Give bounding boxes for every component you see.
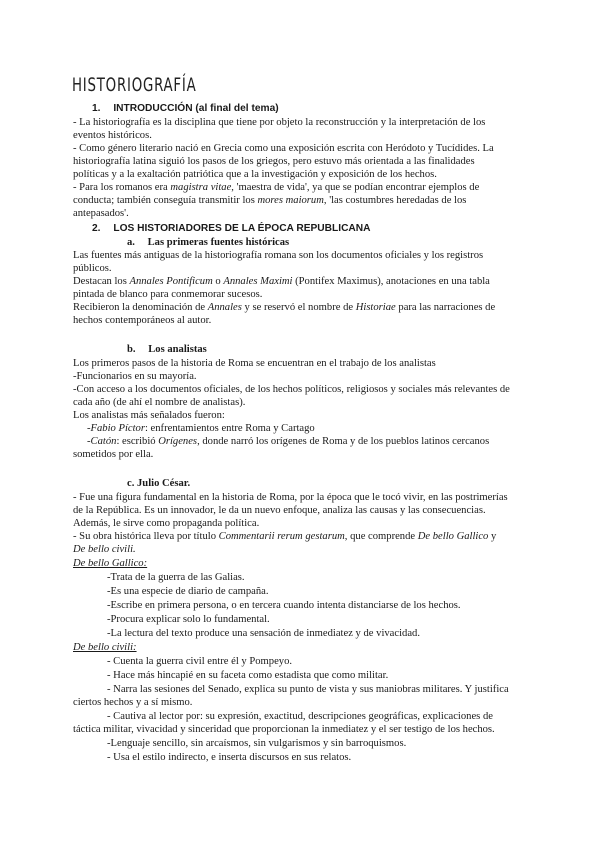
text-span: , 'las costumbres heredadas de los [323,195,467,206]
intro-line: eventos históricos. [73,130,152,141]
text-span: : enfrentamientos entre Roma y Cartago [144,423,315,434]
work-title: De bello Gallico [417,531,489,542]
body-line [73,530,496,543]
heading-historiadores [92,222,371,235]
heading-number: 2. [92,223,101,234]
intro-romanos-line [73,194,466,207]
text-span: conducta; también conseguía transmitir los [73,195,258,206]
text-span: para las narraciones de [395,302,496,313]
body-line: sometidos por ella. [73,449,154,460]
text-span: - Su obra histórica lleva por título [73,531,219,542]
body-line: Además, le sirve como propaganda política. [73,518,260,529]
civili-heading: De bello civili: [73,642,137,653]
body-line: cada año (de ahí el nombre de analistas). [73,397,246,408]
body-line [73,301,495,314]
list-item: - Cuenta la guerra civil entre él y Pompeyo. [107,656,293,667]
body-line: públicos. [73,263,112,274]
text-span: , 'maestra de vida', ya que se podían encontrar ejemplos de [231,182,480,193]
body-line: - Fue una figura fundamental en la historia de Roma, por la época que le tocó vivir, en las postrimerías [73,492,508,503]
subheading-text: Las primeras fuentes históricas [147,237,290,248]
subheading-analistas [127,343,207,356]
heading-text: INTRODUCCIÓN (al final del tema) [113,103,279,114]
intro-romanos-line: antepasados'. [73,208,129,219]
list-item: - Cautiva al lector por: su expresión, exactitud, descripciones geográficas, explicaciones de [107,711,493,722]
intro-line: - La historiografía es la disciplina que tiene por objeto la reconstrucción y la interpretación de los [73,117,486,128]
author-name: -Fabio Píctor [87,423,145,434]
subheading-letter: a. [127,237,135,248]
subheading-primeras-fuentes [127,236,289,249]
heading-introduccion [92,102,279,115]
document-title: HISTORIOGRAFÍA [72,74,197,96]
latin-term: Annales Pontificum [129,276,213,287]
latin-term: Historiae [355,302,396,313]
subheading-letter: b. [127,344,136,355]
intro-line: políticas y a la exaltación patriótica que a la investigación y exposición de los hechos. [73,169,437,180]
latin-term: Annales Maximi [223,276,293,287]
text-span: y [488,531,497,542]
intro-romanos-line [73,181,479,194]
subheading-julio-cesar: c. Julio César. [127,478,191,489]
text-span: Recibieron la denominación de [73,302,208,313]
intro-line: - Como género literario nació en Grecia como una exposición escrita con Heródoto y Tucídides. La [73,143,494,154]
body-line [87,435,489,448]
text-span: , donde narró los orígenes de Roma y de los pueblos latinos cercanos [197,436,490,447]
list-item-continuation: ciertos hechos y a sí mismo. [73,697,193,708]
author-name: -Catón [87,436,117,447]
body-line: Los analistas más señalados fueron: [73,410,225,421]
list-item: -Lenguaje sencillo, sin arcaísmos, sin vulgarismos y sin barroquismos. [107,738,407,749]
text-span: - Para los romanos era [73,182,171,193]
list-item: -Trata de la guerra de las Galias. [107,572,245,583]
body-line [87,422,315,435]
heading-text: LOS HISTORIADORES DE LA ÉPOCA REPUBLICANA [113,223,371,234]
work-title: Orígenes [158,436,198,447]
text-span: o [212,276,224,287]
list-item: - Hace más hincapié en su faceta como estadista que como militar. [107,670,389,681]
text-span: : escribió [116,436,159,447]
body-line [73,543,136,556]
body-line: pintada de blanco para conmemorar sucesos. [73,289,263,300]
list-item: -Escribe en primera persona, o en tercera cuando intenta distanciarse de los hechos. [107,600,461,611]
list-item: - Narra las sesiones del Senado, explica su punto de vista y sus maniobras militares. Y justifica [107,684,509,695]
work-title: De bello civili. [73,544,136,555]
subheading-text: Los analistas [148,344,207,355]
body-line: Los primeros pasos de la historia de Roma se encuentran en el trabajo de los analistas [73,358,436,369]
latin-term: mores maiorum [257,195,324,206]
body-line: -Funcionarios en su mayoría. [73,371,197,382]
body-line [73,275,490,288]
intro-line: historiografía latina siguió los pasos de los griegos, pero estuvo más orientada a las finalidades [73,156,475,167]
latin-term: Annales [207,302,242,313]
text-span: (Pontifex Maximus), anotaciones en una tabla [292,276,490,287]
body-line: de la República. Es un innovador, le da un nuevo enfoque, analiza las causas y las consecuencias. [73,505,486,516]
heading-number: 1. [92,103,101,114]
body-line: Las fuentes más antiguas de la historiografía romana son los documentos oficiales y los registros [73,250,484,261]
text-span: y se reservó el nombre de [241,302,356,313]
gallico-heading: De bello Gallico: [73,558,148,569]
text-span: , que comprende [344,531,418,542]
list-item: -La lectura del texto produce una sensación de inmediatez y de vivacidad. [107,628,420,639]
body-line: hechos contemporáneos al autor. [73,315,212,326]
latin-term: magistra vitae [170,182,232,193]
body-line: -Con acceso a los documentos oficiales, de los hechos políticos, religiosos y sociales más relevantes de [73,384,510,395]
list-item-continuation: táctica militar, vivacidad y sinceridad que proporcionan la inmediatez y el ser testigo de los hechos. [73,724,495,735]
list-item: -Procura explicar solo lo fundamental. [107,614,270,625]
list-item: -Es una especie de diario de campaña. [107,586,269,597]
list-item: - Usa el estilo indirecto, e inserta discursos en sus relatos. [107,752,352,763]
work-title: Commentarii rerum gestarum [218,531,345,542]
text-span: Destacan los [73,276,130,287]
